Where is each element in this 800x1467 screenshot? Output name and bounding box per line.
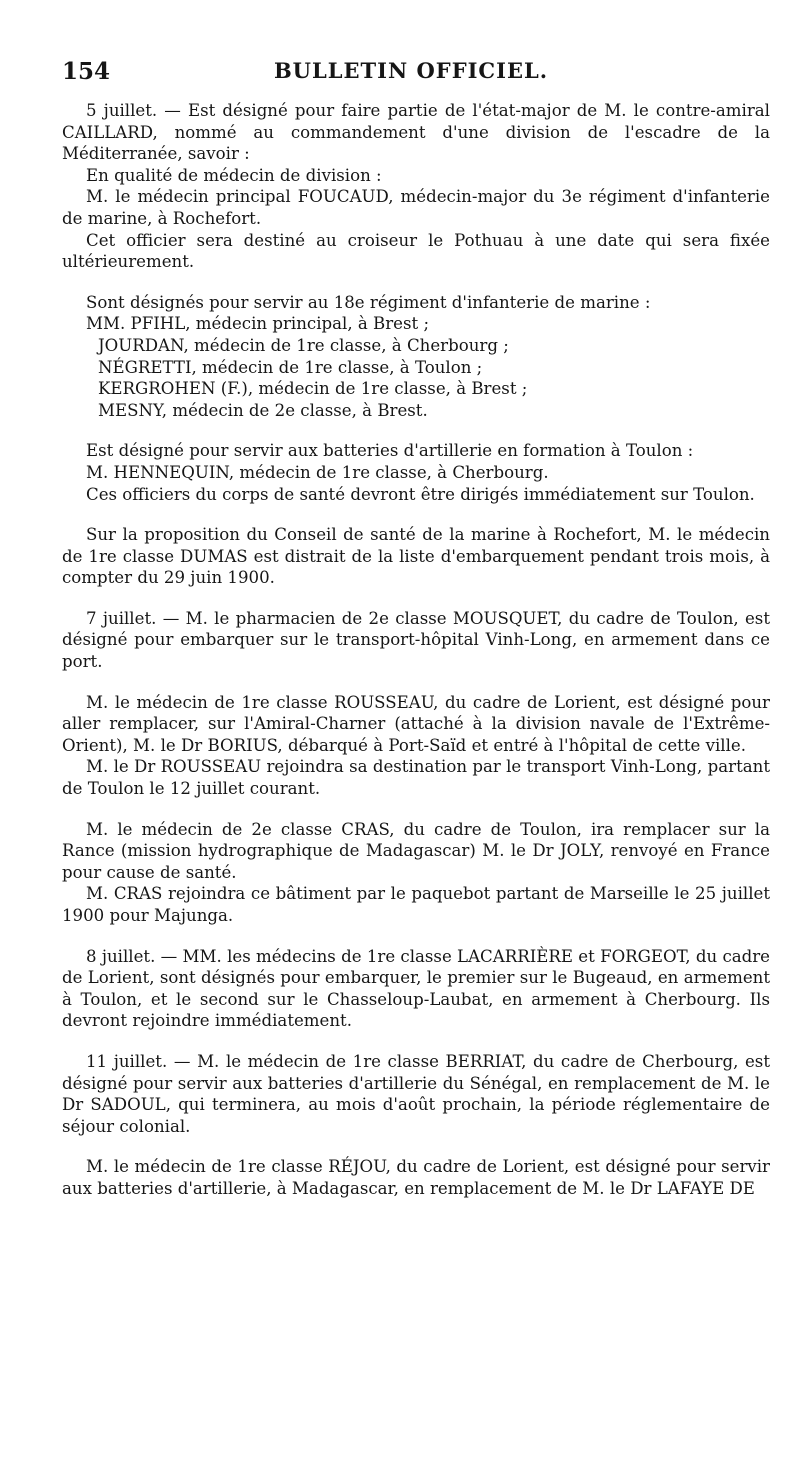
- page-header: [62, 58, 760, 92]
- paragraph: M. le médecin de 1re classe ROUSSEAU, du cadre de Lorient, est désigné pour aller remplacer, sur l'Amiral-Charner (attaché à la division navale de l'Extrême-Orient), M. le Dr BORIUS, débarqué à Port-Saïd et entré à l'hôpital de cette ville.: [62, 692, 770, 755]
- paragraph: M. le médecin de 1re classe RÉJOU, du cadre de Lorient, est désigné pour servir aux batteries d'artillerie, à Madagascar, en remplacement de M. le Dr LAFAYE DE: [62, 1157, 770, 1198]
- paragraph: Sont désignés pour servir au 18e régiment d'infanterie de marine :: [86, 292, 651, 312]
- paragraph: 5 juillet. — Est désigné pour faire partie de l'état-major de M. le contre-amiral CAILLARD, nommé au commandement d'une division de l'escadre de la Méditerranée, savoir :: [62, 101, 770, 164]
- page-number: 154: [62, 58, 111, 85]
- paragraph: En qualité de médecin de division :: [86, 165, 382, 185]
- paragraph: Sur la proposition du Conseil de santé de la marine à Rochefort, M. le médecin de 1re classe DUMAS est distrait de la liste d'embarquement pendant trois mois, à compter du 29 juin 1900.: [62, 525, 770, 588]
- paragraph: 8 juillet. — MM. les médecins de 1re classe LACARRIÈRE et FORGEOT, du cadre de Lorient, sont désignés pour embarquer, le premier sur le Bugeaud, en armement à Toulon, et le second sur le Chasseloup-Laubat, en armement à Cherbourg. Ils devront rejoindre immédiatement.: [62, 946, 770, 1031]
- list-item: KERGROHEN (F.), médecin de 1re classe, à Brest ;: [98, 379, 528, 399]
- list-item: MM. PFIHL, médecin principal, à Brest ;: [86, 314, 430, 334]
- list-item: NÉGRETTI, médecin de 1re classe, à Toulon ;: [98, 357, 483, 377]
- document-body: [62, 100, 770, 1200]
- list-item: MESNY, médecin de 2e classe, à Brest.: [98, 400, 428, 420]
- paragraph: M. CRAS rejoindra ce bâtiment par le paquebot partant de Marseille le 25 juillet 1900 pour Majunga.: [62, 884, 770, 925]
- paragraph: 7 juillet. — M. le pharmacien de 2e classe MOUSQUET, du cadre de Toulon, est désigné pour embarquer sur le transport-hôpital Vinh-Long, en armement dans ce port.: [62, 608, 770, 672]
- paragraph: M. le médecin principal FOUCAUD, médecin-major du 3e régiment d'infanterie de marine, à Rochefort.: [62, 187, 770, 228]
- paragraph: Ces officiers du corps de santé devront être dirigés immédiatement sur Toulon.: [86, 484, 755, 504]
- list-item: JOURDAN, médecin de 1re classe, à Cherbourg ;: [98, 335, 509, 355]
- paragraph: Cet officier sera destiné au croiseur le Pothuau à une date qui sera fixée ultérieurement.: [62, 230, 770, 272]
- running-title: BULLETIN OFFICIEL.: [273, 58, 549, 83]
- paragraph: M. le médecin de 2e classe CRAS, du cadre de Toulon, ira remplacer sur la Rance (mission hydrographique de Madagascar) M. le Dr JOLY, renvoyé en France pour cause de santé.: [62, 819, 770, 882]
- paragraph: M. HENNEQUIN, médecin de 1re classe, à Cherbourg.: [86, 462, 549, 482]
- paragraph: M. le Dr ROUSSEAU rejoindra sa destination par le transport Vinh-Long, partant de Toulon le 12 juillet courant.: [62, 757, 770, 799]
- paragraph: Est désigné pour servir aux batteries d'artillerie en formation à Toulon :: [86, 441, 694, 461]
- paragraph: 11 juillet. — M. le médecin de 1re classe BERRIAT, du cadre de Cherbourg, est désigné pour servir aux batteries d'artillerie du Sénégal, en remplacement de M. le Dr SADOUL, qui terminera, au mois d'août prochain, la période réglementaire de séjour colonial.: [62, 1051, 770, 1136]
